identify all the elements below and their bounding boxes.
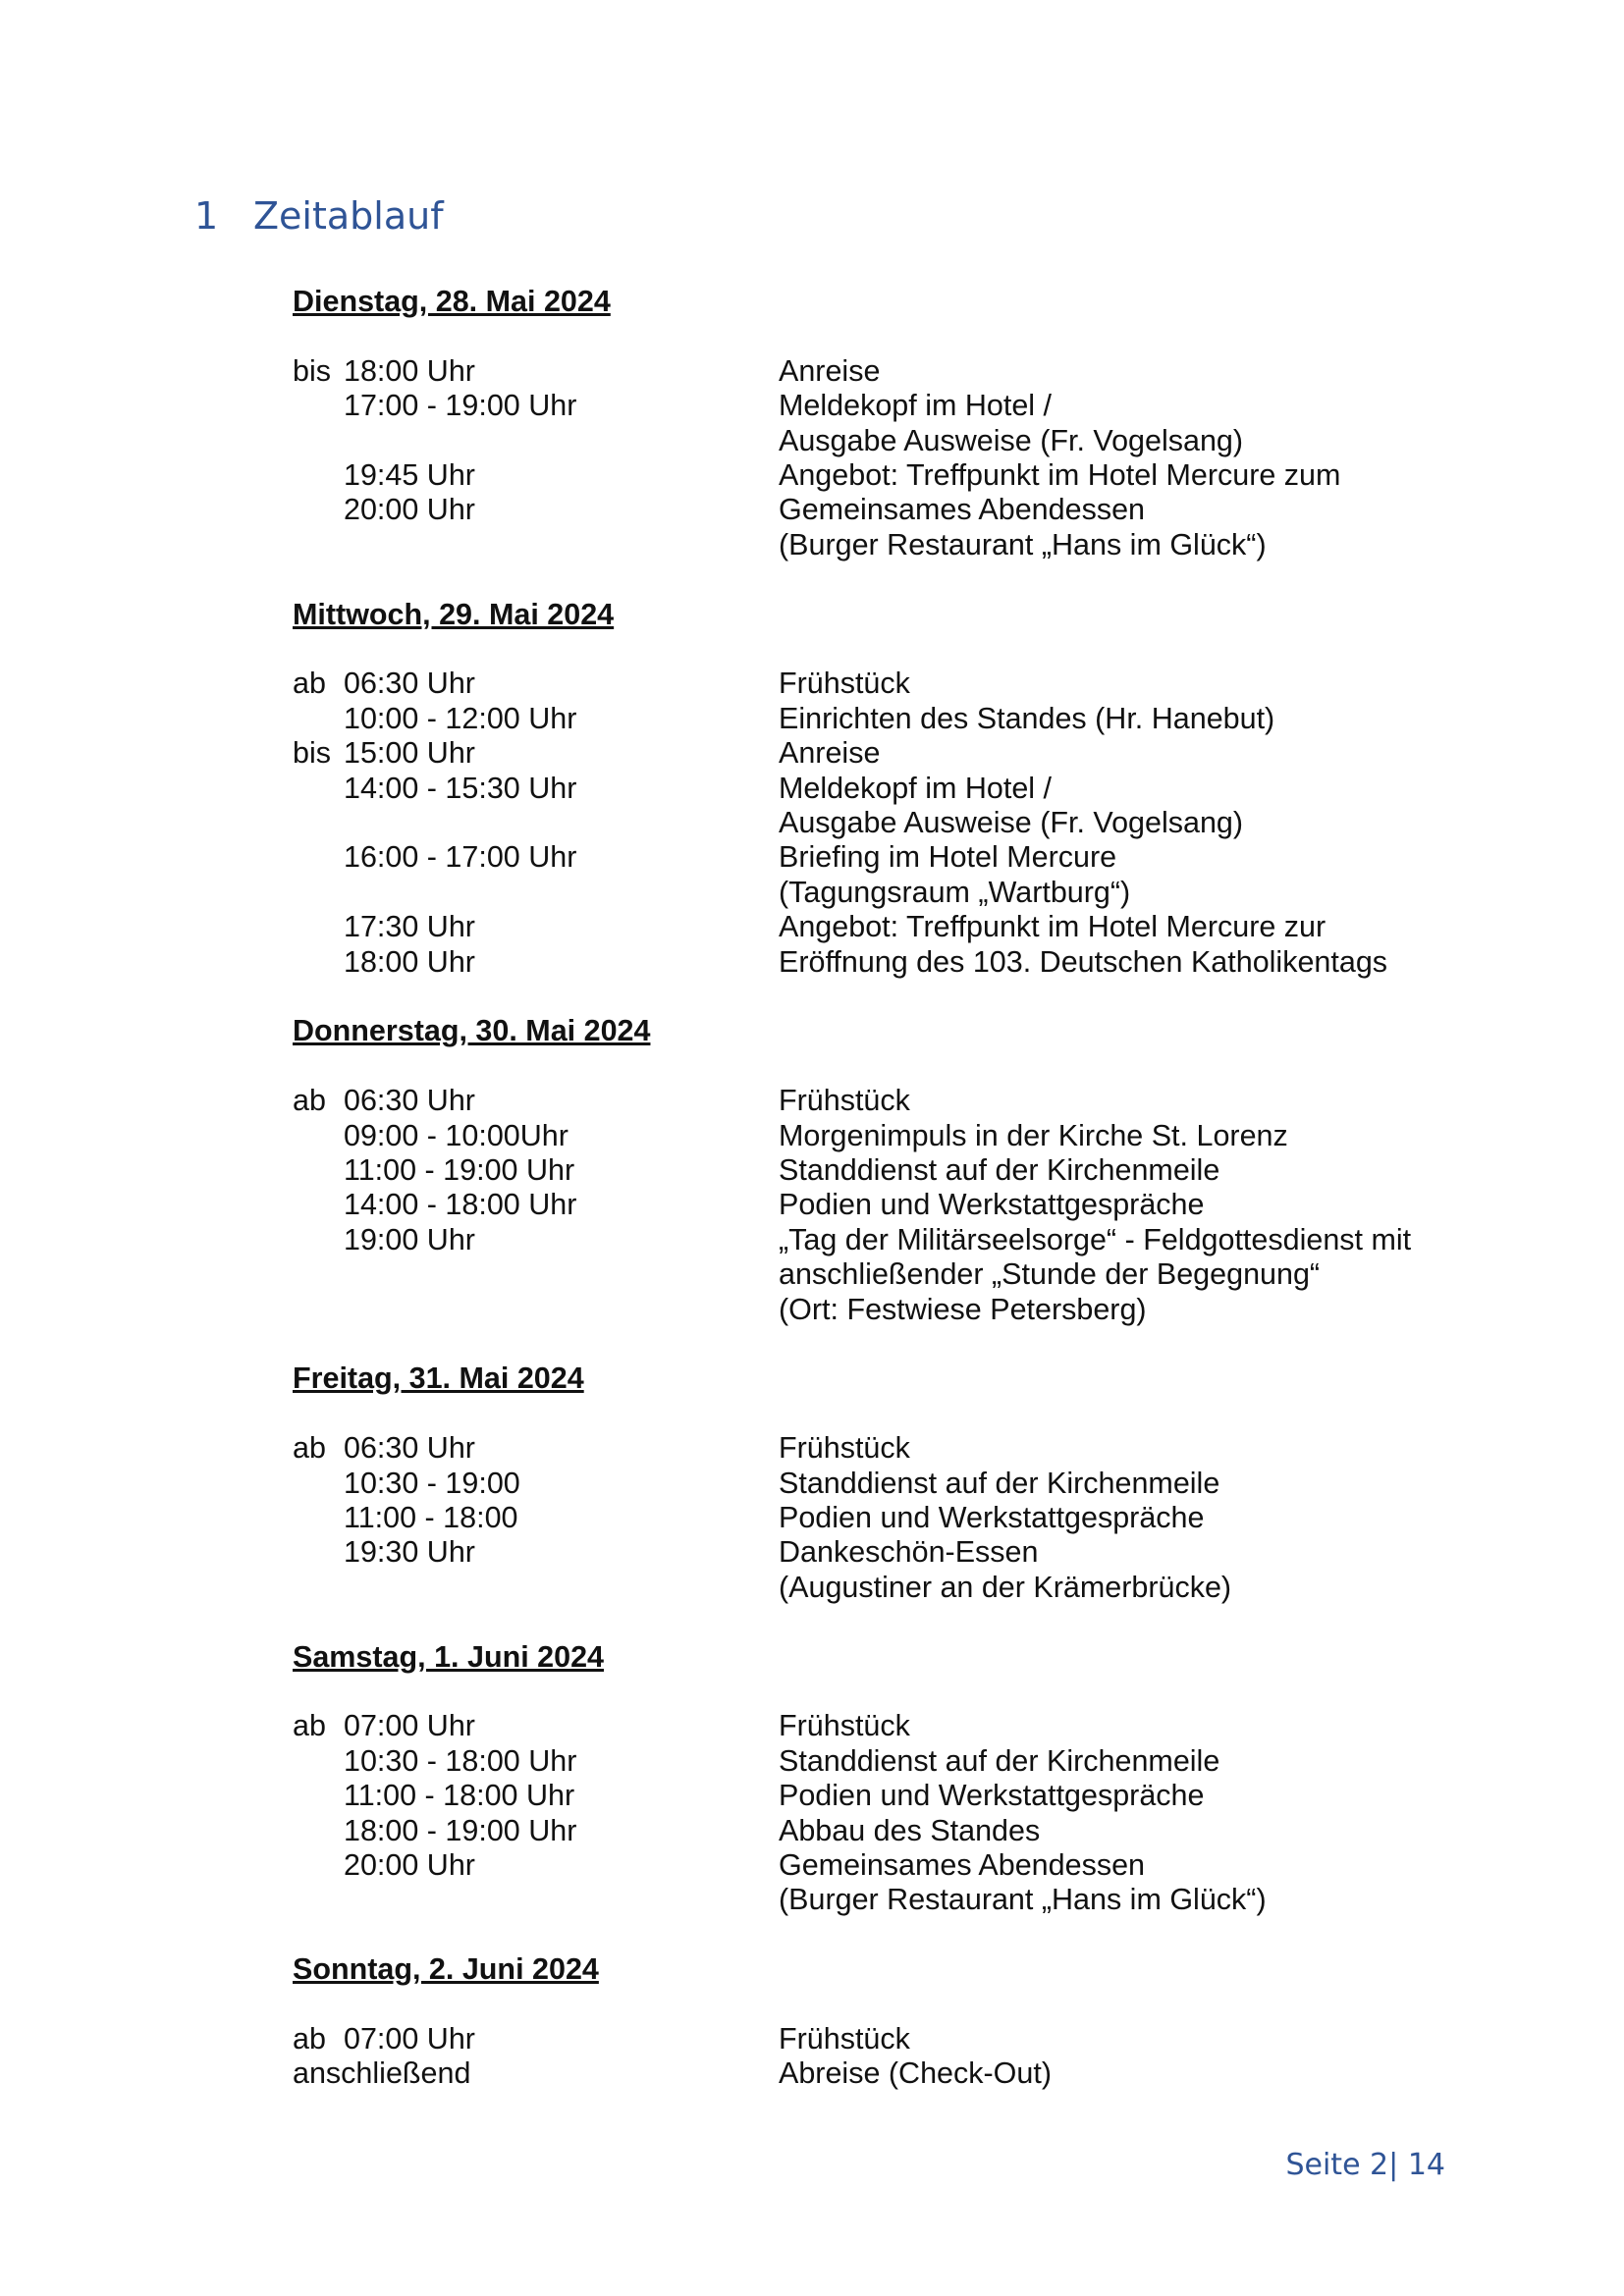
entry-time: 18:00 Uhr xyxy=(344,944,475,979)
entry-description xyxy=(779,354,1471,389)
entry-prefix xyxy=(293,702,344,736)
schedule-entry xyxy=(293,736,1471,771)
entry-time: 11:00 - 18:00 Uhr xyxy=(344,1779,575,1813)
schedule-entry xyxy=(293,2022,1471,2056)
schedule-entry xyxy=(293,1535,1471,1605)
description-line: Abbau des Standes xyxy=(779,1813,1041,1847)
day-section xyxy=(293,1952,1471,2092)
schedule-entry xyxy=(293,1744,1471,1779)
entry-prefix xyxy=(293,840,344,910)
description-line: Frühstück xyxy=(779,667,910,701)
entry-prefix xyxy=(293,910,344,944)
day-title: Samstag, 1. Juni 2024 xyxy=(293,1639,605,1674)
schedule-entry xyxy=(293,1814,1471,1848)
entry-time: 06:30 Uhr xyxy=(344,667,475,701)
description-line: (Burger Restaurant „Hans im Glück“) xyxy=(779,527,1267,561)
description-line: Dankeschön-Essen xyxy=(779,1535,1039,1570)
entry-description xyxy=(779,2056,1471,2091)
entry-description xyxy=(779,1431,1471,1466)
schedule-entry xyxy=(293,1431,1471,1466)
description-line: Frühstück xyxy=(779,1431,910,1466)
schedule-entry xyxy=(293,1223,1471,1327)
schedule-entry xyxy=(293,1709,1471,1743)
entry-time: 09:00 - 10:00Uhr xyxy=(344,1118,568,1152)
section-heading xyxy=(194,194,444,238)
page-footer xyxy=(1285,2148,1445,2182)
description-line: Meldekopf im Hotel / xyxy=(779,771,1052,805)
description-line: Podien und Werkstattgespräche xyxy=(779,1501,1205,1535)
entry-description xyxy=(779,1709,1471,1743)
schedule-entry xyxy=(293,493,1471,562)
schedule-entry xyxy=(293,1779,1471,1813)
schedule-entry xyxy=(293,1153,1471,1188)
day-section xyxy=(293,285,1471,562)
schedule-entry xyxy=(293,772,1471,841)
description-line: Anreise xyxy=(779,736,881,771)
entry-time: 16:00 - 17:00 Uhr xyxy=(344,840,577,875)
entry-description xyxy=(779,458,1471,493)
schedule-entry xyxy=(293,1188,1471,1222)
entry-prefix xyxy=(293,1744,344,1779)
schedule-entry xyxy=(293,354,1471,389)
description-line: (Augustiner an der Krämerbrücke) xyxy=(779,1570,1232,1604)
entry-time: 19:45 Uhr xyxy=(344,458,475,492)
description-line: (Ort: Festwiese Petersberg) xyxy=(779,1292,1147,1326)
entry-prefix xyxy=(293,458,344,493)
description-line: (Tagungsraum „Wartburg“) xyxy=(779,875,1131,909)
description-line: Angebot: Treffpunkt im Hotel Mercure zur xyxy=(779,910,1326,944)
entry-time: 18:00 Uhr xyxy=(344,353,475,388)
entry-time: 11:00 - 19:00 Uhr xyxy=(344,1153,575,1188)
day-title: Donnerstag, 30. Mai 2024 xyxy=(293,1014,651,1048)
entry-time: 15:00 Uhr xyxy=(344,736,475,771)
entry-description xyxy=(779,702,1471,736)
description-line: Abreise (Check-Out) xyxy=(779,2056,1052,2091)
description-line: Standdienst auf der Kirchenmeile xyxy=(779,1153,1220,1188)
entry-time: 06:30 Uhr xyxy=(344,1084,475,1118)
description-line: (Burger Restaurant „Hans im Glück“) xyxy=(779,1883,1267,1917)
entry-description xyxy=(779,945,1471,980)
entry-time: 14:00 - 15:30 Uhr xyxy=(344,771,577,805)
entry-prefix xyxy=(293,1119,344,1153)
day-title: Sonntag, 2. Juni 2024 xyxy=(293,1952,599,1987)
entry-description xyxy=(779,1153,1471,1188)
description-line: Standdienst auf der Kirchenmeile xyxy=(779,1466,1220,1500)
entry-description xyxy=(779,1467,1471,1501)
entry-time: 11:00 - 18:00 xyxy=(344,1501,518,1535)
entry-prefix: ab xyxy=(293,1084,326,1118)
description-line: Morgenimpuls in der Kirche St. Lorenz xyxy=(779,1118,1288,1152)
entry-time: 20:00 Uhr xyxy=(344,1848,475,1883)
schedule-entry xyxy=(293,1084,1471,1118)
entry-description xyxy=(779,2022,1471,2056)
entry-time: 10:30 - 18:00 Uhr xyxy=(344,1743,577,1778)
description-line: Ausgabe Ausweise (Fr. Vogelsang) xyxy=(779,423,1244,457)
schedule-entry xyxy=(293,2056,1471,2091)
entry-time: 14:00 - 18:00 Uhr xyxy=(344,1188,577,1222)
entry-prefix xyxy=(293,1467,344,1501)
entry-time: 18:00 - 19:00 Uhr xyxy=(344,1813,577,1847)
day-section xyxy=(293,1362,1471,1605)
entry-description xyxy=(779,1814,1471,1848)
schedule-entry xyxy=(293,1467,1471,1501)
entry-description xyxy=(779,389,1471,458)
description-line: Frühstück xyxy=(779,1709,910,1743)
description-line: Briefing im Hotel Mercure xyxy=(779,840,1117,875)
day-section xyxy=(293,1014,1471,1327)
description-line: Meldekopf im Hotel / xyxy=(779,389,1052,423)
page-label: Seite 2 xyxy=(1285,2148,1389,2182)
schedule-entry xyxy=(293,702,1471,736)
schedule-entry xyxy=(293,389,1471,458)
entry-time: 10:00 - 12:00 Uhr xyxy=(344,701,577,735)
day-section xyxy=(293,598,1471,980)
description-line: Gemeinsames Abendessen xyxy=(779,493,1145,527)
entry-prefix: ab xyxy=(293,1431,326,1466)
entry-prefix: ab xyxy=(293,1709,326,1743)
description-line: Angebot: Treffpunkt im Hotel Mercure zum xyxy=(779,458,1341,492)
entry-prefix: ab xyxy=(293,2022,326,2056)
entry-prefix xyxy=(293,1779,344,1813)
page-total: 14 xyxy=(1407,2148,1445,2182)
section-title: Zeitablauf xyxy=(253,194,444,238)
schedule xyxy=(293,285,1471,2092)
entry-description xyxy=(779,493,1471,562)
entry-description xyxy=(779,910,1471,944)
entry-prefix xyxy=(293,945,344,980)
schedule-entry xyxy=(293,667,1471,701)
entry-description xyxy=(779,1744,1471,1779)
schedule-entry xyxy=(293,910,1471,944)
schedule-entry xyxy=(293,458,1471,493)
description-line: Frühstück xyxy=(779,1084,910,1118)
entry-time: 06:30 Uhr xyxy=(344,1431,475,1466)
description-line: Eröffnung des 103. Deutschen Katholikentags xyxy=(779,944,1388,979)
entry-prefix xyxy=(293,1535,344,1605)
entry-prefix xyxy=(293,1223,344,1327)
description-line: Podien und Werkstattgespräche xyxy=(779,1188,1205,1222)
entry-description xyxy=(779,667,1471,701)
entry-prefix xyxy=(293,1153,344,1188)
description-line: Standdienst auf der Kirchenmeile xyxy=(779,1743,1220,1778)
entry-prefix: bis xyxy=(293,353,331,388)
entry-time: 10:30 - 19:00 xyxy=(344,1466,520,1500)
entry-description xyxy=(779,1223,1471,1327)
entry-description xyxy=(779,736,1471,771)
entry-prefix xyxy=(293,1188,344,1222)
entry-time: 17:00 - 19:00 Uhr xyxy=(344,389,577,423)
entry-prefix xyxy=(293,1848,344,1918)
entry-time: 19:00 Uhr xyxy=(344,1222,475,1256)
entry-time: 20:00 Uhr xyxy=(344,493,475,527)
section-number: 1 xyxy=(194,194,219,238)
entry-prefix xyxy=(293,772,344,841)
day-title: Freitag, 31. Mai 2024 xyxy=(293,1362,584,1396)
day-title: Mittwoch, 29. Mai 2024 xyxy=(293,597,615,631)
description-line: anschließender „Stunde der Begegnung“ xyxy=(779,1257,1321,1292)
day-title: Dienstag, 28. Mai 2024 xyxy=(293,285,611,318)
entry-description xyxy=(779,1848,1471,1918)
entry-prefix xyxy=(293,493,344,562)
entry-time: 17:30 Uhr xyxy=(344,910,475,944)
entry-description xyxy=(779,840,1471,910)
entry-time: 19:30 Uhr xyxy=(344,1535,475,1570)
day-section xyxy=(293,1640,1471,1918)
entry-description xyxy=(779,1501,1471,1535)
entry-description xyxy=(779,1119,1471,1153)
entry-description xyxy=(779,1188,1471,1222)
schedule-entry xyxy=(293,1119,1471,1153)
description-line: Podien und Werkstattgespräche xyxy=(779,1779,1205,1813)
description-line: Frühstück xyxy=(779,2022,910,2056)
schedule-entry xyxy=(293,1848,1471,1918)
schedule-entry xyxy=(293,945,1471,980)
entry-prefix xyxy=(293,389,344,458)
description-line: Anreise xyxy=(779,353,881,388)
schedule-entry xyxy=(293,840,1471,910)
description-line: „Tag der Militärseelsorge“ - Feldgottesdienst mit xyxy=(779,1222,1412,1256)
entry-prefix: ab xyxy=(293,667,326,701)
schedule-entry xyxy=(293,1501,1471,1535)
entry-time: anschließend xyxy=(293,2056,471,2091)
description-line: Gemeinsames Abendessen xyxy=(779,1848,1145,1883)
entry-description xyxy=(779,772,1471,841)
description-line: Einrichten des Standes (Hr. Hanebut) xyxy=(779,701,1275,735)
entry-description xyxy=(779,1084,1471,1118)
entry-description xyxy=(779,1779,1471,1813)
entry-time: 07:00 Uhr xyxy=(344,2022,475,2056)
entry-prefix: bis xyxy=(293,736,331,771)
description-line: Ausgabe Ausweise (Fr. Vogelsang) xyxy=(779,806,1244,840)
entry-prefix xyxy=(293,1814,344,1848)
entry-prefix xyxy=(293,1501,344,1535)
entry-description xyxy=(779,1535,1471,1605)
entry-time: 07:00 Uhr xyxy=(344,1709,475,1743)
page-separator: | xyxy=(1388,2148,1399,2182)
